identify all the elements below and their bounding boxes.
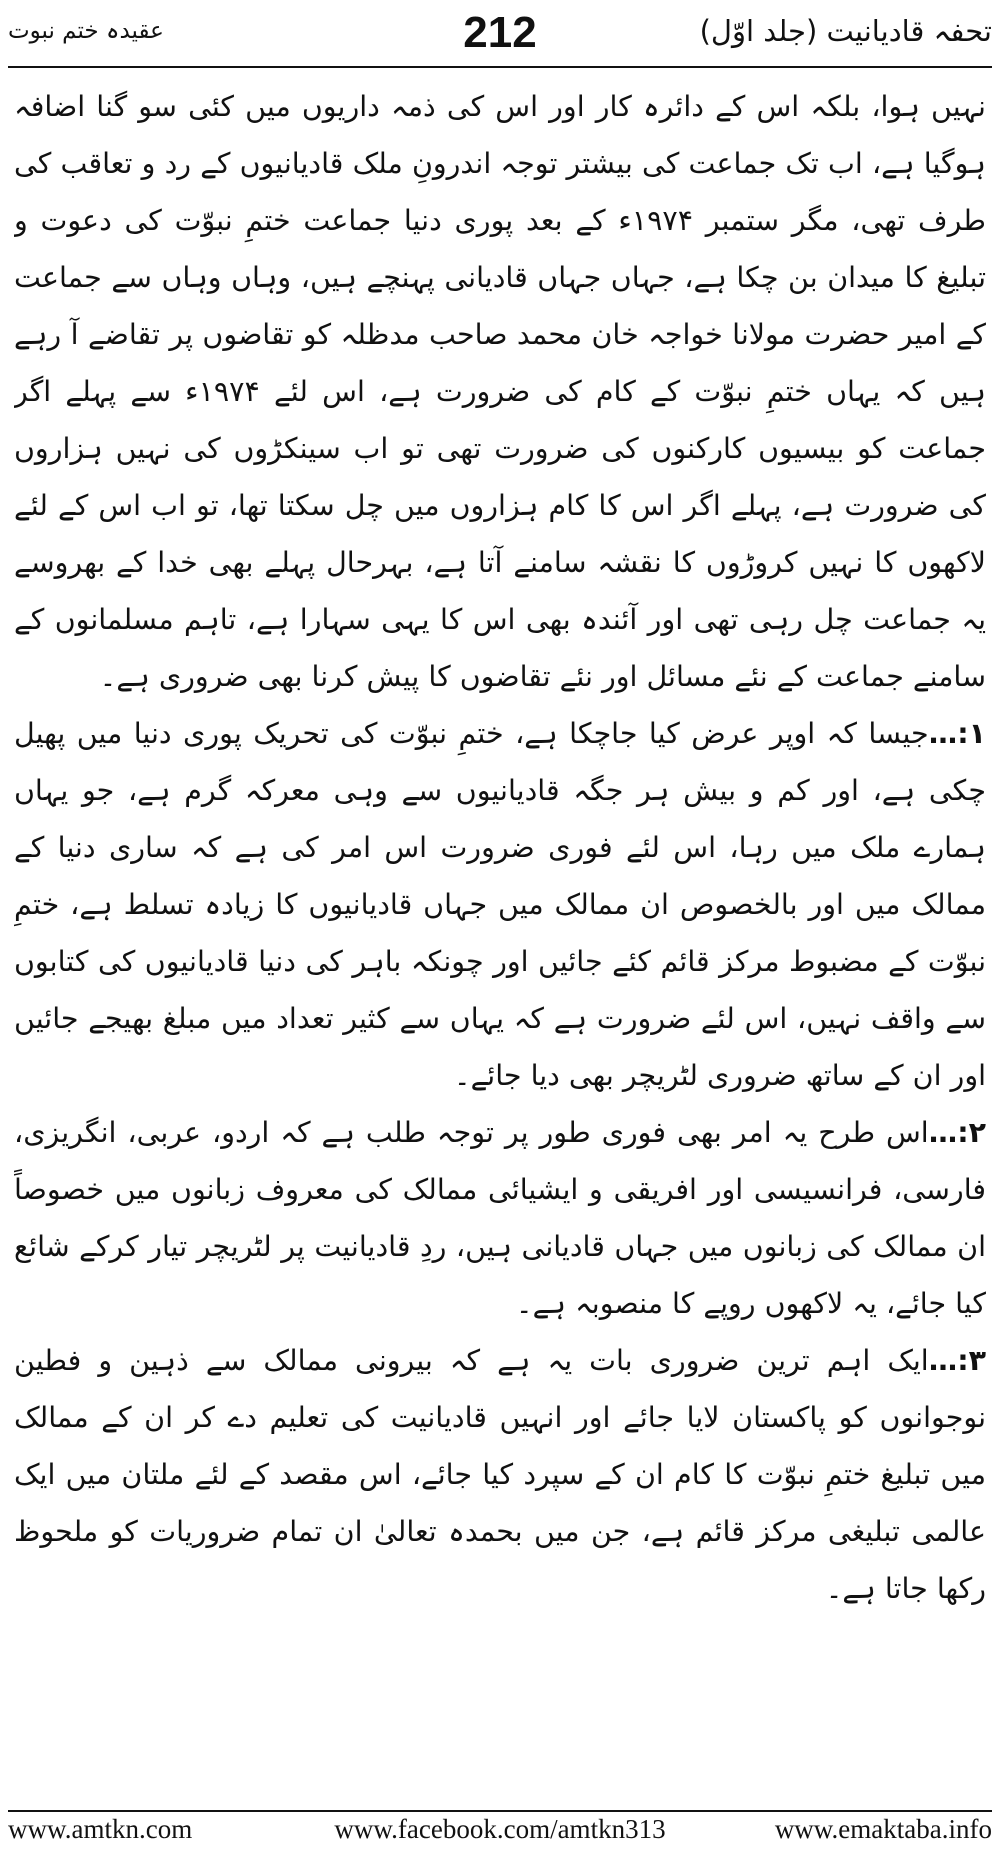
page-body: [14, 78, 986, 1798]
footer-link-emaktaba[interactable]: www.emaktaba.info: [774, 1814, 992, 1844]
paragraph: [14, 1332, 986, 1617]
paragraph-text: جیسا کہ اوپر عرض کیا جاچکا ہے، ختمِ نبوّت کی تحریک پوری دنیا میں پھیل چکی ہے، اور کم و بیش ہر جگہ قادیانیوں سے وہی معرکہ گرم ہے، جو یہاں ہمارے ملک میں رہا، اس لئے فوری ضرورت اس امر کی ہے کہ ساری دنیا کے ممالک میں اور بالخصوص ان ممالک میں جہاں قادیانیوں کا زیادہ تسلط ہے، ختمِ نبوّت کے مضبوط مرکز قائم کئے جائیں اور چونکہ باہر کی دنیا قادیانیوں کی کتابوں سے واقف نہیں، اس لئے ضرورت ہے کہ یہاں سے کثیر تعداد میں مبلغ بھیجے جائیں اور ان کے ساتھ ضروری لٹریچر بھی دیا جائے۔: [14, 717, 986, 1092]
paragraph-number: ۳:…: [928, 1344, 986, 1377]
page-header: [8, 8, 992, 60]
paragraph-number: ۱:…: [928, 717, 986, 750]
paragraph: [14, 705, 986, 1104]
header-divider: [8, 66, 992, 68]
paragraph-text: اس طرح یہ امر بھی فوری طور پر توجہ طلب ہے کہ اردو، عربی، انگریزی، فارسی، فرانسیسی اور افریقی و ایشیائی ممالک کی معروف زبانوں میں خصوصاً ان ممالک کی زبانوں میں جہاں قادیانی ہیں، ردِ قادیانیت پر لٹریچر تیار کرکے شائع کیا جائے، یہ لاکھوں روپے کا منصوبہ ہے۔: [14, 1116, 986, 1320]
paragraph-text: نہیں ہوا، بلکہ اس کے دائرہ کار اور اس کی ذمہ داریوں میں کئی سو گنا اضافہ ہوگیا ہے، اب تک جماعت کی بیشتر توجہ اندرونِ ملک قادیانیوں کے رد و تعاقب کی طرف تھی، مگر ستمبر ۱۹۷۴ء کے بعد پوری دنیا جماعت ختمِ نبوّت کی دعوت و تبلیغ کا میدان بن چکا ہے، جہاں جہاں قادیانی پہنچے ہیں، وہاں وہاں سے جماعت کے امیر حضرت مولانا خواجہ خان محمد صاحب مدظلہ کو تقاضوں پر تقاضے آ رہے ہیں کہ یہاں ختمِ نبوّت کے کام کی ضرورت ہے، اس لئے ۱۹۷۴ء سے پہلے اگر جماعت کو بیسیوں کارکنوں کی ضرورت تھی تو اب سینکڑوں کی نہیں ہزاروں کی ضرورت ہے، پہلے اگر اس کا کام ہزاروں میں چل سکتا تھا، تو اب اس کے لئے لاکھوں کا نہیں کروڑوں کا نقشہ سامنے آتا ہے، بہرحال پہلے بھی خدا کے بھروسے یہ جماعت چل رہی تھی اور آئندہ بھی اس کا یہی سہارا ہے، تاہم مسلمانوں کے سامنے جماعت کے نئے مسائل اور نئے تقاضوں کا پیش کرنا بھی ضروری ہے۔: [14, 90, 986, 693]
footer-link-facebook[interactable]: www.facebook.com/amtkn313: [334, 1814, 666, 1844]
paragraph: [14, 78, 986, 705]
page-footer: [8, 1812, 992, 1846]
book-title: تحفہ قادیانیت (جلد اوّل): [699, 14, 992, 48]
footer-link-amtkn[interactable]: www.amtkn.com: [8, 1814, 193, 1844]
section-title: عقیدہ ختم نبوت: [8, 18, 164, 44]
page-number: 212: [463, 8, 537, 57]
paragraph-text: ایک اہم ترین ضروری بات یہ ہے کہ بیرونی ممالک سے ذہین و فطین نوجوانوں کو پاکستان لایا جائے اور انہیں قادیانیت کی تعلیم دے کر ان کے ممالک میں تبلیغ ختمِ نبوّت کا کام ان کے سپرد کیا جائے، اس مقصد کے لئے ملتان میں ایک عالمی تبلیغی مرکز قائم ہے، جن میں بحمدہ تعالیٰ ان تمام ضروریات کو ملحوظ رکھا جاتا ہے۔: [14, 1344, 986, 1605]
paragraph: [14, 1104, 986, 1332]
paragraph-number: ۲:…: [928, 1116, 986, 1149]
